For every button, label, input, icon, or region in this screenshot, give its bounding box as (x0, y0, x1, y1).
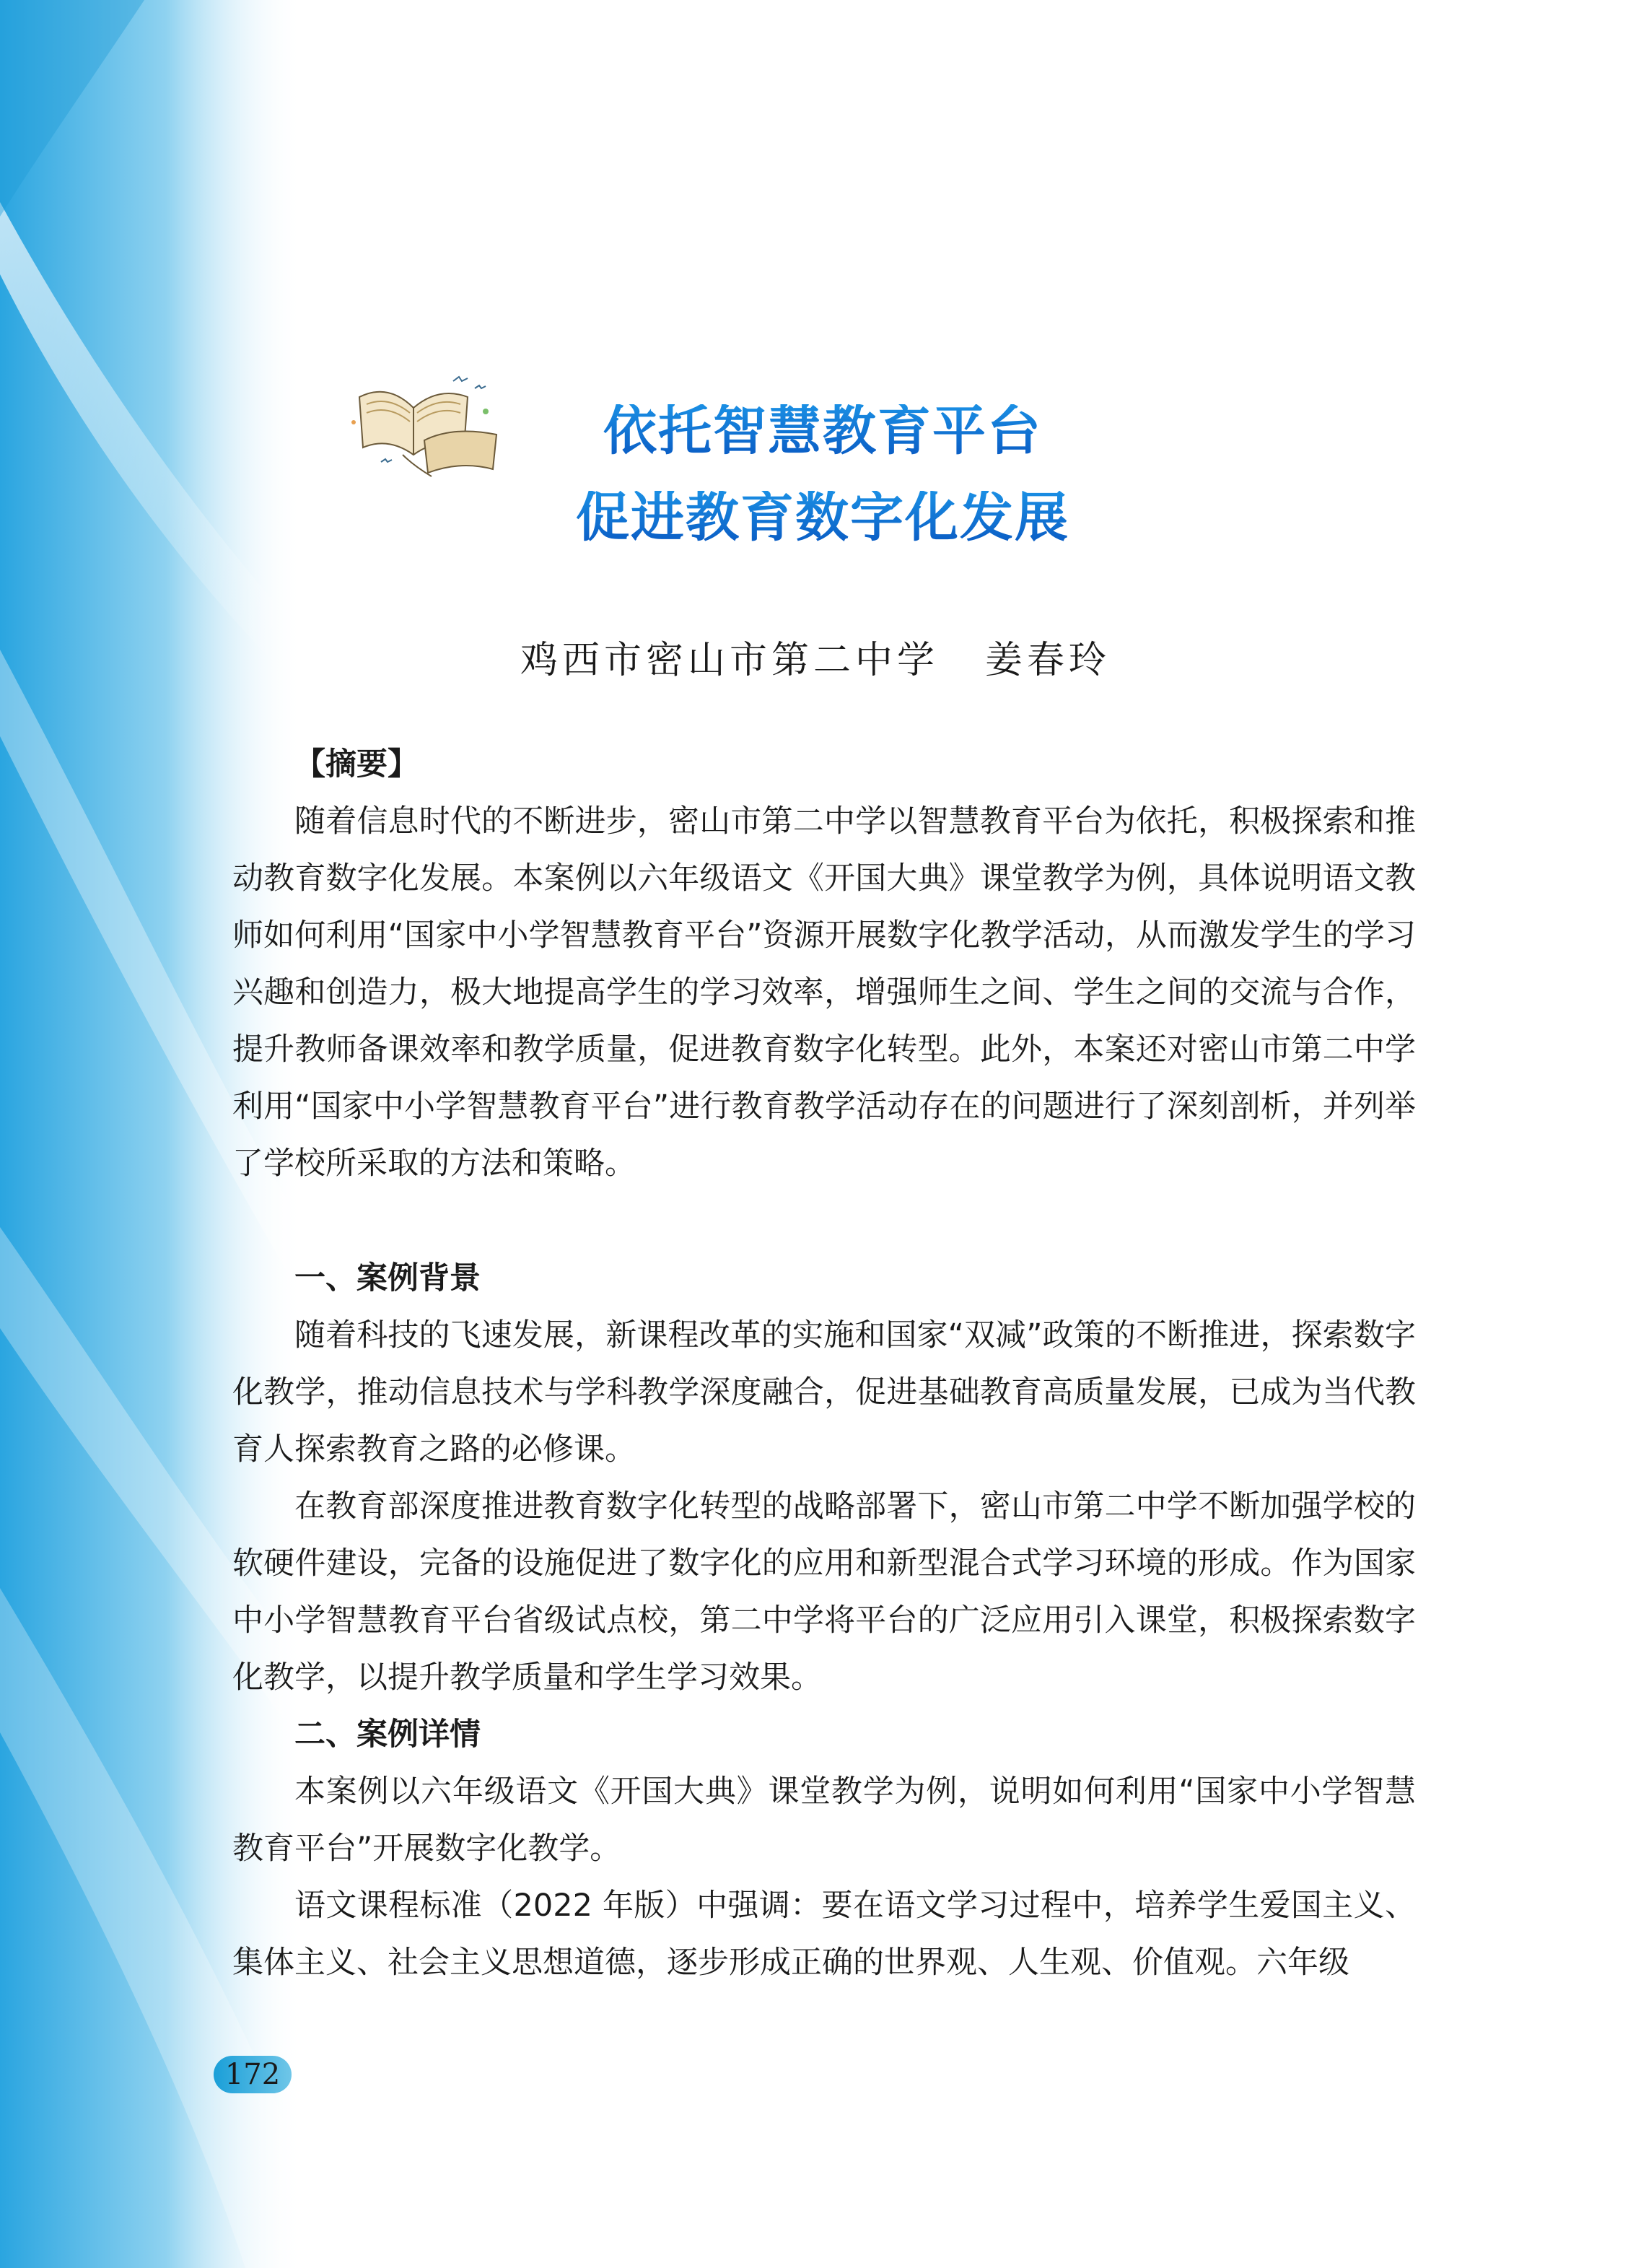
author-line (404, 629, 1227, 684)
abstract-heading: 【摘要】 (294, 746, 419, 782)
page-title-line-1: 依托智慧教育平台 (505, 404, 1140, 458)
author-name: 姜春玲 (985, 639, 1111, 682)
page-number-badge: 172 (214, 2056, 292, 2093)
article-body (232, 736, 1416, 1992)
section-1-paragraph-2: 在教育部深度推进教育数字化转型的战略部署下，密山市第二中学不断加强学校的软硬件建设，完备的设施促进了数字化的应用和新型混合式学习环境的形成。作为国家中小学智慧教育平台省级试点校，第二中学将平台的广泛应用引入课堂，积极探索数字化教学，以提升教学质量和学生学习效果。 (232, 1488, 1416, 1696)
abstract-paragraph: 随着信息时代的不断进步，密山市第二中学以智慧教育平台为依托，积极探索和推动教育数字化发展。本案例以六年级语文《开国大典》课堂教学为例，具体说明语文教师如何利用“国家中小学智慧教育平台”资源开展数字化教学活动，从而激发学生的学习兴趣和创造力，极大地提高学生的学习效率，增强师生之间、学生之间的交流与合作，提升教师备课效率和教学质量，促进教育数字化转型。此外，本案还对密山市第二中学利用“国家中小学智慧教育平台”进行教育教学活动存在的问题进行了深刻剖析，并列举了学校所采取的方法和策略。 (232, 803, 1416, 1182)
section-2-paragraph-1: 本案例以六年级语文《开国大典》课堂教学为例，说明如何利用“国家中小学智慧教育平台”开展数字化教学。 (232, 1774, 1416, 1867)
section-heading-details: 二、案例详情 (294, 1717, 481, 1753)
page-title-line-2: 促进教育数字化发展 (505, 491, 1140, 544)
section-spacer (232, 1192, 1416, 1250)
author-organization: 鸡西市密山市第二中学 (520, 639, 939, 682)
section-1-paragraph-1: 随着科技的飞速发展，新课程改革的实施和国家“双减”政策的不断推进，探索数字化教学，推动信息技术与学科教学深度融合，促进基础教育高质量发展，已成为当代教育人探索教育之路的必修课。 (232, 1317, 1416, 1467)
open-books-with-birds-icon (345, 368, 507, 484)
section-2-paragraph-2: 语文课程标准（2022 年版）中强调：要在语文学习过程中，培养学生爱国主义、集体主义、社会主义思想道德，逐步形成正确的世界观、人生观、价值观。六年级 (232, 1888, 1416, 1981)
section-heading-background: 一、案例背景 (294, 1260, 481, 1296)
